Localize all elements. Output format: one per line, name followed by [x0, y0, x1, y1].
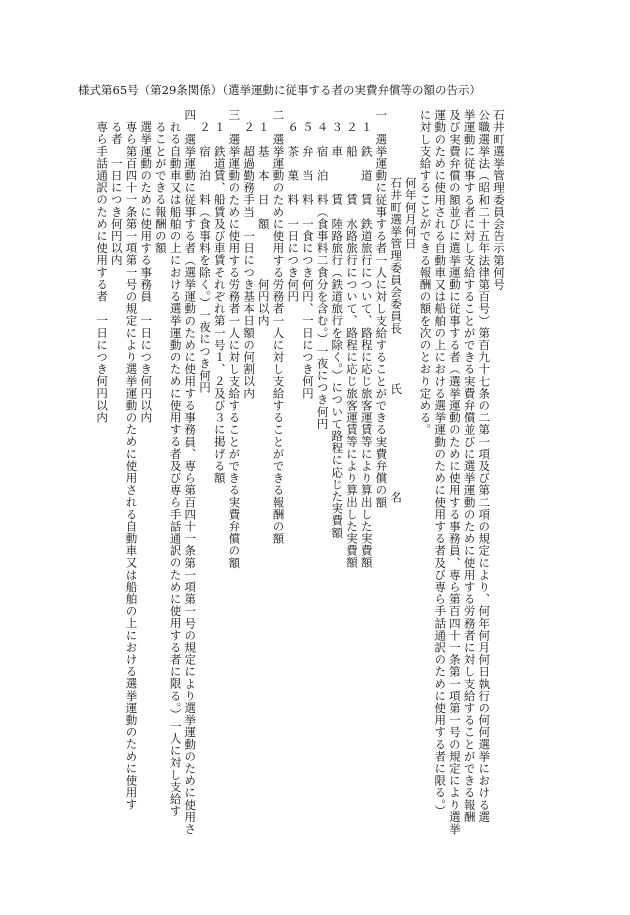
section-item: ３ 車 賃 陸路旅行（鉄道旅行を除く。）について路程に応じた実費額 [330, 121, 345, 539]
section-item-continued: る者 一日につき何円以内 [109, 121, 124, 267]
section-heading-continued: れる自動車又は船舶の上における選挙運動のために使用する者及び専ら手話通訳のために使用する者に限る。）一人に対し支給す [168, 121, 183, 818]
preamble-line: 公職選挙法（昭和二十五年法律第百号）第百九十七条の二第一項及び第二項の規定により、何年何月何日執行の何何選挙における選 [477, 109, 492, 823]
section-item: 専ら第百四十一条第一項第一号の規定により選挙運動のために使用される自動車又は船舶の上における選挙運動のために使用す [124, 121, 139, 811]
section-item: ４ 宿 泊 料（食事料二食分を含む。）一夜につき何円 [315, 121, 330, 430]
section-item: 選挙運動のために使用する事務員 一日につき何円以内 [139, 121, 154, 424]
preamble-line: 及び実費弁償の額並びに選挙運動に従事する者（選挙運動のために使用する事務員、専ら第百四十一条第一項第一号の規定により選挙 [447, 109, 462, 835]
section-item: ６ 茶 菓 料 一日につき何円 [286, 121, 301, 303]
section-heading-continued: ることができる報酬の額 [153, 121, 168, 255]
preamble-line: に対し支給することができる報酬の額を次のとおり定める。 [418, 109, 433, 436]
section-heading: 一 選挙運動に従事する者一人に対し支給することができる実費弁償の額 [374, 109, 389, 509]
section-item: １ 基 本 日 額 何円以内 [256, 121, 271, 327]
preamble-line: 運動のために使用される自動車又は船舶の上における選挙運動のために使用する者及び専ら手話通訳のために使用する者に限る。） [433, 109, 448, 818]
form-title: 様式第65号（第29条関係）（選挙運動に従事する者の実費弁償等の額の告示） [78, 83, 482, 97]
section-heading: 三 選挙運動のために使用する労務者一人に対し支給することができる実費弁償の額 [227, 109, 242, 569]
section-item: １ 鉄 道 賃 鉄道旅行について、路程に応じ旅客運賃等により算出した実費額 [359, 121, 374, 569]
signatory: 石井町選挙管理委員会委員長 氏 名 [389, 177, 404, 504]
section-heading: 四 選挙運動に従事する者（選挙運動のために使用する事務員、専ら第百四十一条第一項第一号の規定により選挙運動のために使用さ [183, 109, 198, 835]
section-item: ２ 宿 泊 料（食事料を除く。）一夜につき何円 [198, 121, 212, 394]
section-item: 専ら手話通訳のために使用する者 一日につき何円以内 [95, 121, 110, 424]
section-item: １ 鉄道賃、船賃及び車賃それぞれ第一号１、２及び３に掲げる額 [212, 121, 227, 484]
section-item: ２ 船 賃 水路旅行について、路程に応じ旅客運賃等により算出した実費額 [345, 121, 359, 569]
notice-number: 石井町選挙管理委員会告示第何号 [492, 109, 506, 291]
notice-date: 何年何月何日 [403, 177, 418, 250]
preamble-line: 挙運動に従事する者に対し支給することができる実費弁償並びに選挙運動のために使用する労務者に対し支給することができる報酬 [462, 109, 477, 823]
section-item: ２ 超過勤務手当 一日につき基本日額の何割以内 [242, 121, 257, 400]
section-heading: 二 選挙運動のために使用する労務者一人に対し支給することができる報酬の額 [271, 109, 286, 545]
section-item: ５ 弁 当 料 一食につき何円、一日につき何円 [300, 121, 315, 400]
